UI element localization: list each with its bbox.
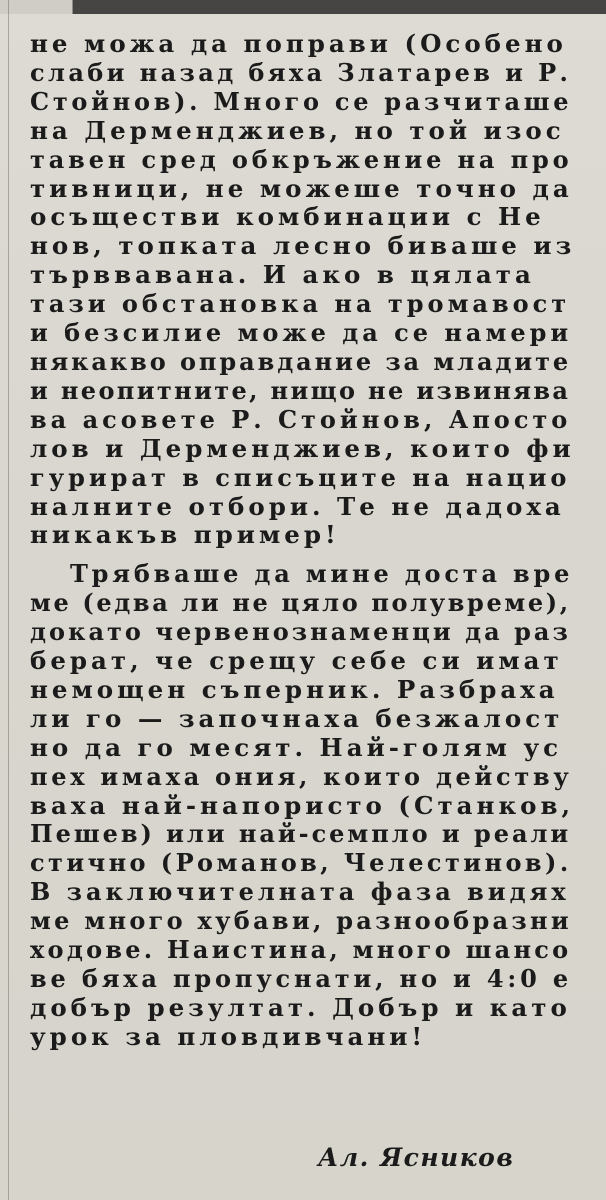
text-line: Стойнов). Много се разчиташе: [30, 86, 573, 116]
text-line: ме много хубави, разнообразни: [30, 906, 572, 936]
text-line: ваха най-напористо (Станков,: [30, 790, 575, 820]
text-line: ли го — започнаха безжалост: [30, 703, 564, 733]
text-line: тивници, не можеше точно да: [30, 173, 573, 203]
text-line: ве бяха пропуснати, но и 4:0 е: [30, 964, 572, 993]
paragraph-1: [30, 30, 578, 550]
text-line: ме (едва ли не цяло полувреме),: [30, 588, 571, 618]
text-line: осъществи комбинации с Не: [30, 202, 545, 232]
text-line: стично (Романов, Челестинов).: [30, 848, 572, 878]
text-line: Трябваше да мине доста вре: [70, 559, 574, 589]
text-line: ходове. Наистина, много шансо: [30, 935, 572, 965]
paragraph-2: [30, 560, 578, 1051]
text-line: но да го месят. Най-голям ус: [30, 732, 563, 762]
text-line: докато червенознаменци да раз: [30, 617, 571, 647]
text-line: В заключителната фаза видях: [30, 877, 570, 907]
text-line: някакво оправдание за младите: [30, 346, 572, 376]
text-line: търввавана. И ако в цялата: [30, 260, 535, 290]
author-signature: Ал. Ясников: [318, 1143, 515, 1172]
text-line: никакъв пример!: [30, 520, 340, 550]
top-light-edge: [0, 0, 72, 14]
text-line: слаби назад бяха Златарев и Р.: [30, 57, 572, 87]
text-line: лов и Дерменджиев, които фи: [30, 433, 575, 463]
text-line: нов, топката лесно биваше из: [30, 231, 576, 261]
text-line: на Дерменджиев, но той изос: [30, 115, 565, 145]
article-column: [30, 30, 578, 1052]
text-line: тавен сред обкръжение на про: [30, 144, 573, 174]
text-line: и безсилие може да се намери: [30, 318, 573, 348]
text-line: пех имаха ония, които действу: [30, 761, 573, 791]
text-line: берат, че срещу себе си имат: [30, 646, 563, 676]
text-line: налните отбори. Те не дадоха: [30, 491, 565, 521]
text-line: урок за пловдивчани!: [30, 1021, 427, 1051]
text-line: добър резултат. Добър и като: [30, 992, 571, 1022]
top-dark-edge: [0, 0, 606, 14]
text-line: ва асовете Р. Стойнов, Апосто: [30, 404, 572, 434]
column-rule: [8, 0, 9, 1200]
text-line: немощен съперник. Разбраха: [30, 674, 559, 704]
text-line: не можа да поправи (Особено: [30, 29, 567, 58]
text-line: Пешев) или най-семпло и реали: [30, 819, 572, 849]
text-line: гурират в списъците на нацио: [30, 462, 571, 492]
text-line: тази обстановка на тромавост: [30, 289, 571, 319]
text-line: и неопитните, нищо не извинява: [30, 375, 571, 405]
